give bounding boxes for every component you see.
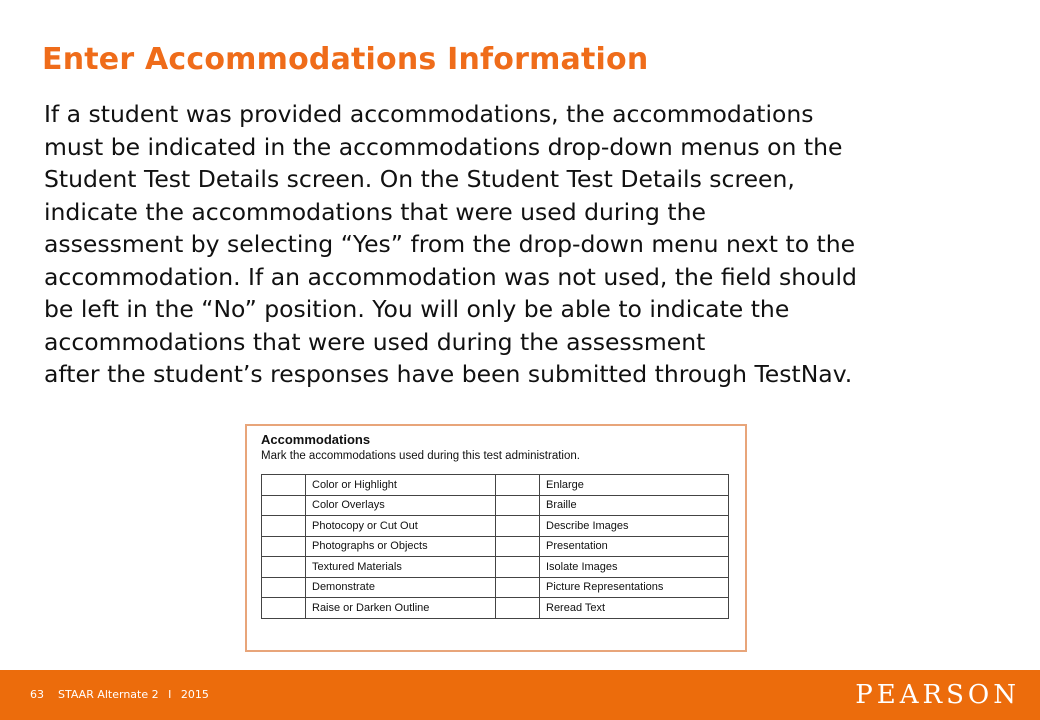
checkbox-cell[interactable] (262, 475, 306, 496)
footer-info (30, 688, 209, 701)
figure-title: Accommodations (261, 432, 371, 447)
accommodation-label: Enlarge (540, 475, 729, 496)
checkbox-cell[interactable] (496, 475, 540, 496)
checkbox-cell[interactable] (496, 495, 540, 516)
table-row (262, 577, 729, 598)
body-line: indicate the accommodations that were used during the (44, 197, 706, 226)
checkbox-cell[interactable] (262, 598, 306, 619)
body-line: after the student’s responses have been submitted through TestNav. (44, 360, 853, 388)
footer-year: 2015 (180, 688, 209, 701)
checkbox-cell[interactable] (496, 598, 540, 619)
page-number: 63 (30, 688, 44, 701)
accommodation-label: Color or Highlight (306, 475, 496, 496)
body-paragraph (44, 98, 1034, 391)
accommodation-label: Isolate Images (540, 557, 729, 578)
checkbox-cell[interactable] (262, 577, 306, 598)
checkbox-cell[interactable] (262, 495, 306, 516)
accommodation-label: Raise or Darken Outline (306, 598, 496, 619)
body-line: If a student was provided accommodations, the accommodations (44, 100, 814, 128)
accommodation-label: Reread Text (540, 598, 729, 619)
accommodation-label: Photographs or Objects (306, 536, 496, 557)
checkbox-cell[interactable] (262, 536, 306, 557)
table-row (262, 495, 729, 516)
checkbox-cell[interactable] (496, 557, 540, 578)
table-row (262, 598, 729, 619)
body-line: be left in the “No” position. You will only be able to indicate the (44, 295, 790, 323)
table-row (262, 475, 729, 496)
checkbox-cell[interactable] (262, 557, 306, 578)
table-row (262, 557, 729, 578)
checkbox-cell[interactable] (496, 536, 540, 557)
accommodation-label: Presentation (540, 536, 729, 557)
checkbox-cell[interactable] (496, 577, 540, 598)
figure-subtitle: Mark the accommodations used during this test administration. (261, 450, 580, 462)
body-line: accommodations that were used during the assessment (44, 327, 706, 356)
checkbox-cell[interactable] (496, 516, 540, 537)
accommodation-label: Color Overlays (306, 495, 496, 516)
body-line: assessment by selecting “Yes” from the drop-down menu next to the (44, 230, 856, 258)
table-row (262, 536, 729, 557)
footer-bar (0, 670, 1040, 720)
body-line: accommodation. If an accommodation was not used, the field should (44, 262, 857, 291)
accommodation-label: Demonstrate (306, 577, 496, 598)
body-line: Student Test Details screen. On the Student Test Details screen, (44, 165, 795, 193)
product-name: STAAR Alternate 2 (58, 688, 159, 701)
slide-title: Enter Accommodations Information (42, 42, 649, 77)
checkbox-cell[interactable] (262, 516, 306, 537)
accommodation-label: Picture Representations (540, 577, 729, 598)
body-line: must be indicated in the accommodations drop-down menus on the (44, 132, 843, 161)
accommodations-table (261, 474, 729, 619)
accommodations-screenshot (245, 424, 747, 652)
accommodation-label: Describe Images (540, 516, 729, 537)
pearson-logo: PEARSON (855, 680, 1020, 710)
accommodation-label: Textured Materials (306, 557, 496, 578)
accommodation-label: Braille (540, 495, 729, 516)
accommodation-label: Photocopy or Cut Out (306, 516, 496, 537)
footer-separator: I (168, 688, 172, 701)
table-row (262, 516, 729, 537)
